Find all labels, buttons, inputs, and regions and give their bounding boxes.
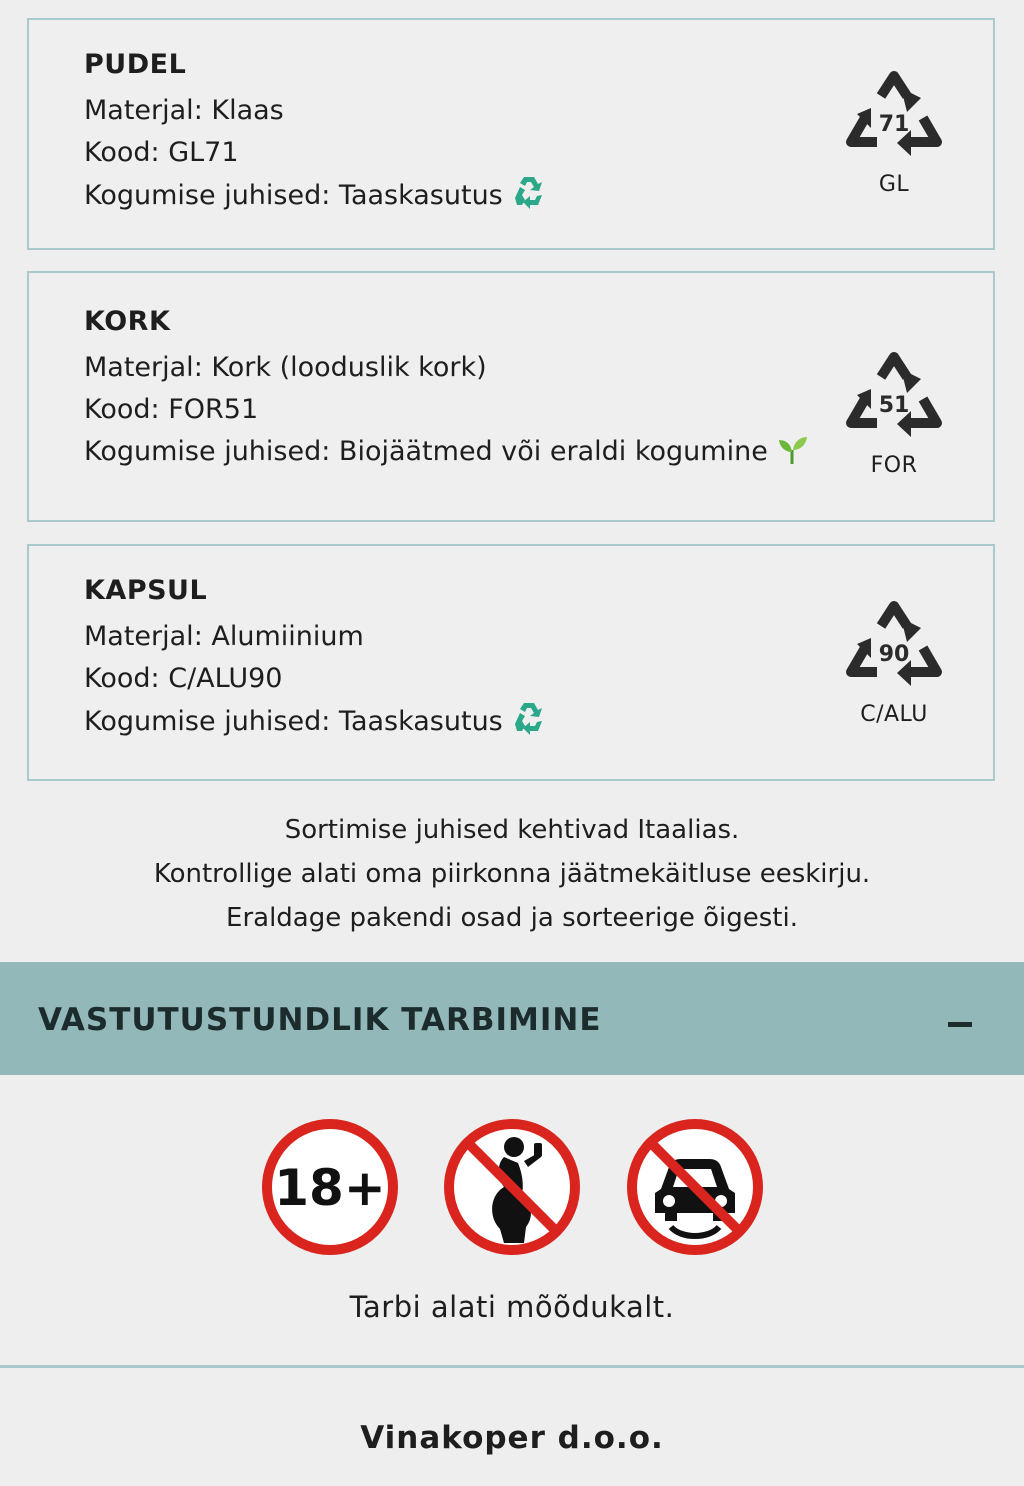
recycling-triangle-icon <box>841 349 947 449</box>
footer-divider <box>0 1365 1024 1368</box>
instructions-row <box>84 174 547 223</box>
recycle-icon <box>511 700 547 749</box>
svg-text:71: 71 <box>878 112 910 137</box>
card-title: KORK <box>84 306 171 337</box>
svg-text:51: 51 <box>878 393 910 418</box>
badge-abbreviation: GL <box>878 172 910 197</box>
recycling-triangle-icon <box>841 598 947 698</box>
recycling-code-badge <box>841 349 947 478</box>
section-title: VASTUTUSTUNDLIK TARBIMINE <box>38 1002 602 1038</box>
collapse-toggle-button[interactable] <box>948 1012 974 1036</box>
moderation-text: Tarbi alati mõõdukalt. <box>349 1290 675 1324</box>
packaging-card-capsule <box>27 544 995 781</box>
recycle-icon <box>511 174 547 223</box>
code-text: Kood: GL71 <box>84 137 239 168</box>
note-line: Kontrollige alati oma piirkonna jäätmekäitluse eeskirju. <box>153 859 871 889</box>
packaging-card-bottle <box>27 18 995 250</box>
minus-icon <box>948 1022 972 1027</box>
company-name: Vinakoper d.o.o. <box>360 1420 664 1456</box>
responsible-consumption-header[interactable] <box>0 962 1024 1075</box>
no-pregnant-drinking-icon <box>442 1117 582 1257</box>
instructions-text: Kogumise juhised: Taaskasutus <box>84 706 503 737</box>
instructions-text: Kogumise juhised: Taaskasutus <box>84 180 503 211</box>
svg-text:18+: 18+ <box>274 1159 386 1217</box>
material-text: Materjal: Klaas <box>84 95 284 126</box>
seedling-icon <box>776 432 810 479</box>
note-line: Eraldage pakendi osad ja sorteerige õigesti. <box>226 903 798 933</box>
no-under-18-icon <box>260 1117 400 1257</box>
card-title: KAPSUL <box>84 575 208 606</box>
svg-text:90: 90 <box>878 642 910 667</box>
code-text: Kood: C/ALU90 <box>84 663 283 694</box>
instructions-row <box>84 431 810 479</box>
instructions-text: Kogumise juhised: Biojäätmed või eraldi kogumine <box>84 436 768 467</box>
card-title: PUDEL <box>84 49 187 80</box>
code-text: Kood: FOR51 <box>84 394 259 425</box>
sorting-notes <box>0 808 1024 940</box>
material-text: Materjal: Kork (looduslik kork) <box>84 352 487 383</box>
badge-abbreviation: FOR <box>870 453 918 478</box>
recycling-code-badge <box>841 598 947 727</box>
instructions-row <box>84 700 547 749</box>
badge-abbreviation: C/ALU <box>860 702 928 727</box>
note-line: Sortimise juhised kehtivad Itaalias. <box>284 815 740 845</box>
no-drink-driving-icon <box>625 1117 765 1257</box>
material-text: Materjal: Alumiinium <box>84 621 364 652</box>
packaging-card-cork <box>27 271 995 522</box>
recycling-code-badge <box>841 68 947 197</box>
recycling-triangle-icon <box>841 68 947 168</box>
